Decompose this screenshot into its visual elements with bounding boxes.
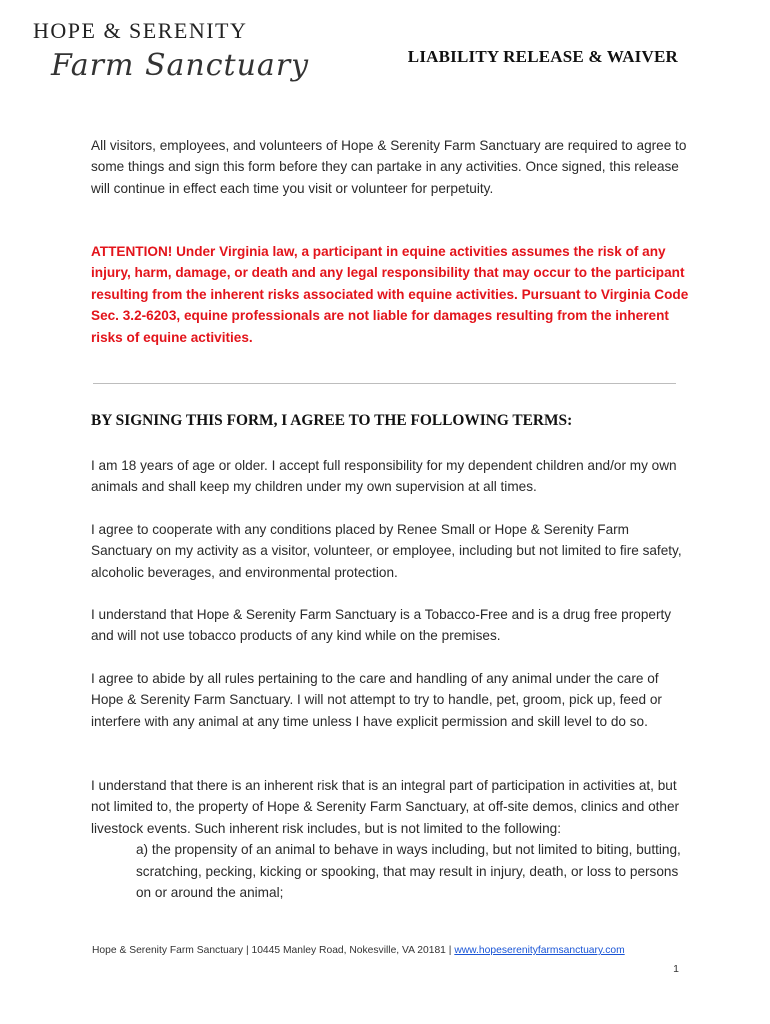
logo: [33, 18, 310, 98]
page-title: LIABILITY RELEASE & WAIVER: [407, 47, 678, 66]
logo-wordmark: HOPE & SERENITY: [33, 18, 248, 43]
term-paragraph: I understand that Hope & Serenity Farm Sanctuary is a Tobacco-Free and is a drug free property and will not use tobacco products of any kind while on the premises.: [91, 607, 672, 644]
sub-item-a: a) the propensity of an animal to behave in ways including, but not limited to biting, butting, scratching, pecking, kicking or spooking, that may result in injury, death, or loss to persons on or around the animal;: [136, 842, 681, 901]
term-paragraph: I agree to abide by all rules pertaining to the care and handling of any animal under the care of Hope & Serenity Farm Sanctuary. I will not attempt to try to handle, pet, groom, pick up, feed or interfere with any animal at any time unless I have explicit permission and skill level to do so.: [91, 671, 662, 729]
intro-paragraph: All visitors, employees, and volunteers of Hope & Serenity Farm Sanctuary are required to agree to some things and sign this form before they can partake in any activities. Once signed, this release will continue in effect each time you visit or volunteer for perpetuity.: [91, 138, 687, 196]
footer-address: Hope & Serenity Farm Sanctuary | 10445 Manley Road, Nokesville, VA 20181 |: [92, 945, 455, 956]
term-5: [91, 775, 691, 903]
intro-section: [91, 135, 691, 199]
term-paragraph: I understand that there is an inherent risk that is an integral part of participation in activities at, but not limited to, the property of Hope & Serenity Farm Sanctuary, at off-site demos, clinics and other livestock events. Such inherent risk includes, but is not limited to the following:: [91, 778, 680, 836]
footer: [92, 945, 625, 956]
term-paragraph: I agree to cooperate with any conditions placed by Renee Small or Hope & Serenity Farm Sanctuary on my activity as a visitor, volunteer, or employee, including but not limited to fire safety, alcoholic beverages, and environmental protection.: [91, 522, 682, 580]
attention-notice: ATTENTION! Under Virginia law, a participant in equine activities assumes the risk of any injury, harm, damage, or death and any legal responsibility that may occur to the participant resulting from the inherent risks associated with equine activities. Pursuant to Virginia Code Sec. 3.2-6203, equine professionals are not liable for damages resulting from the inherent risks of equine activities.: [91, 244, 689, 345]
page-number: 1: [673, 963, 679, 975]
logo-script: Farm Sanctuary: [51, 48, 310, 83]
term-4: [91, 668, 691, 732]
section-divider: [93, 383, 676, 384]
term-3: [91, 604, 691, 647]
terms-heading: BY SIGNING THIS FORM, I AGREE TO THE FOLLOWING TERMS:: [91, 412, 573, 429]
term-1: [91, 455, 691, 498]
website-link[interactable]: www.hopeserenityfarmsanctuary.com: [454, 945, 625, 956]
attention-section: [91, 241, 691, 348]
term-2: [91, 519, 691, 583]
term-paragraph: I am 18 years of age or older. I accept full responsibility for my dependent children and/or my own animals and shall keep my children under my own supervision at all times.: [91, 458, 677, 495]
